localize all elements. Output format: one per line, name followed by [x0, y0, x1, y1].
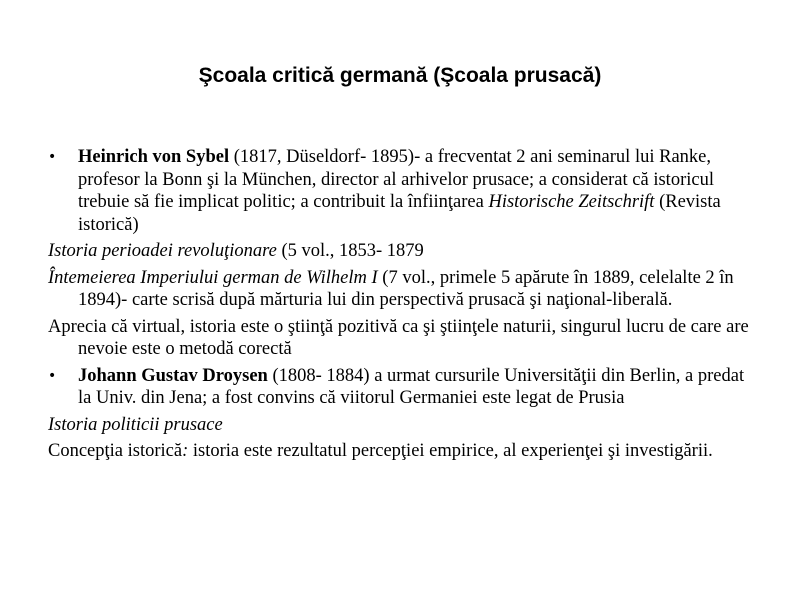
name-sybel: Heinrich von Sybel	[78, 147, 230, 167]
journal-title: Historische Zeitschrift	[488, 192, 655, 212]
text-aprecia: Aprecia că virtual, istoria este o ştiinţă pozitivă ca şi ştiinţele naturii, singurul lucru de care are nevoie este o metodă corectă	[48, 316, 749, 359]
text-conceptia-1: Concepţia istorică	[48, 441, 183, 461]
colon-italic: :	[182, 441, 189, 461]
paragraph-istoria-politicii	[48, 414, 760, 437]
paragraph-droysen	[48, 365, 760, 410]
text-conceptia-2: istoria este rezultatul percepţiei empirice, al experienţei şi investigării.	[188, 441, 713, 461]
paragraph-conceptia	[48, 440, 760, 463]
text-sybel-2: (Revista istorică)	[78, 192, 721, 235]
work-title-istoria-politicii: Istoria politicii prusace	[48, 414, 223, 435]
bullet-dot-icon: •	[48, 367, 57, 384]
work-title-intemeierea: Întemeierea Imperiului german de Wilhelm I	[48, 267, 378, 288]
work-title-istoria-perioadei: Istoria perioadei revoluţionare	[48, 241, 277, 261]
paragraph-istoria-perioadei	[48, 240, 760, 263]
paragraph-aprecia	[48, 316, 760, 361]
text-intemeierea: (7 vol., primele 5 apărute în 1889, celelalte 2 în 1894)- carte scrisă după mărturia lui din perspectivă prusacă şi naţional-liberală.	[78, 267, 734, 310]
slide-title: Şcoala critică germană (Şcoala prusacă)	[198, 64, 602, 87]
text-sybel-1: (1817, Düseldorf- 1895)- a frecventat 2 ani seminarul lui Ranke, profesor la Bonn şi la München, director al arhivelor prusace; a considerat că istoricul trebuie să fie implicat politic; a contribuit la înfiinţarea	[78, 147, 714, 212]
name-droysen: Johann Gustav Droysen	[78, 365, 268, 386]
paragraph-intemeierea	[48, 267, 760, 312]
bullet-dot-icon: •	[48, 149, 57, 165]
text-istoria-perioadei: (5 vol., 1853- 1879	[276, 241, 424, 261]
slide-content	[48, 146, 760, 467]
text-droysen: (1808- 1884) a urmat cursurile Universităţii din Berlin, a predat la Univ. din Jena; a fost convins că viitorul Germaniei este legat de Prusia	[78, 365, 745, 408]
paragraph-sybel	[48, 146, 760, 236]
